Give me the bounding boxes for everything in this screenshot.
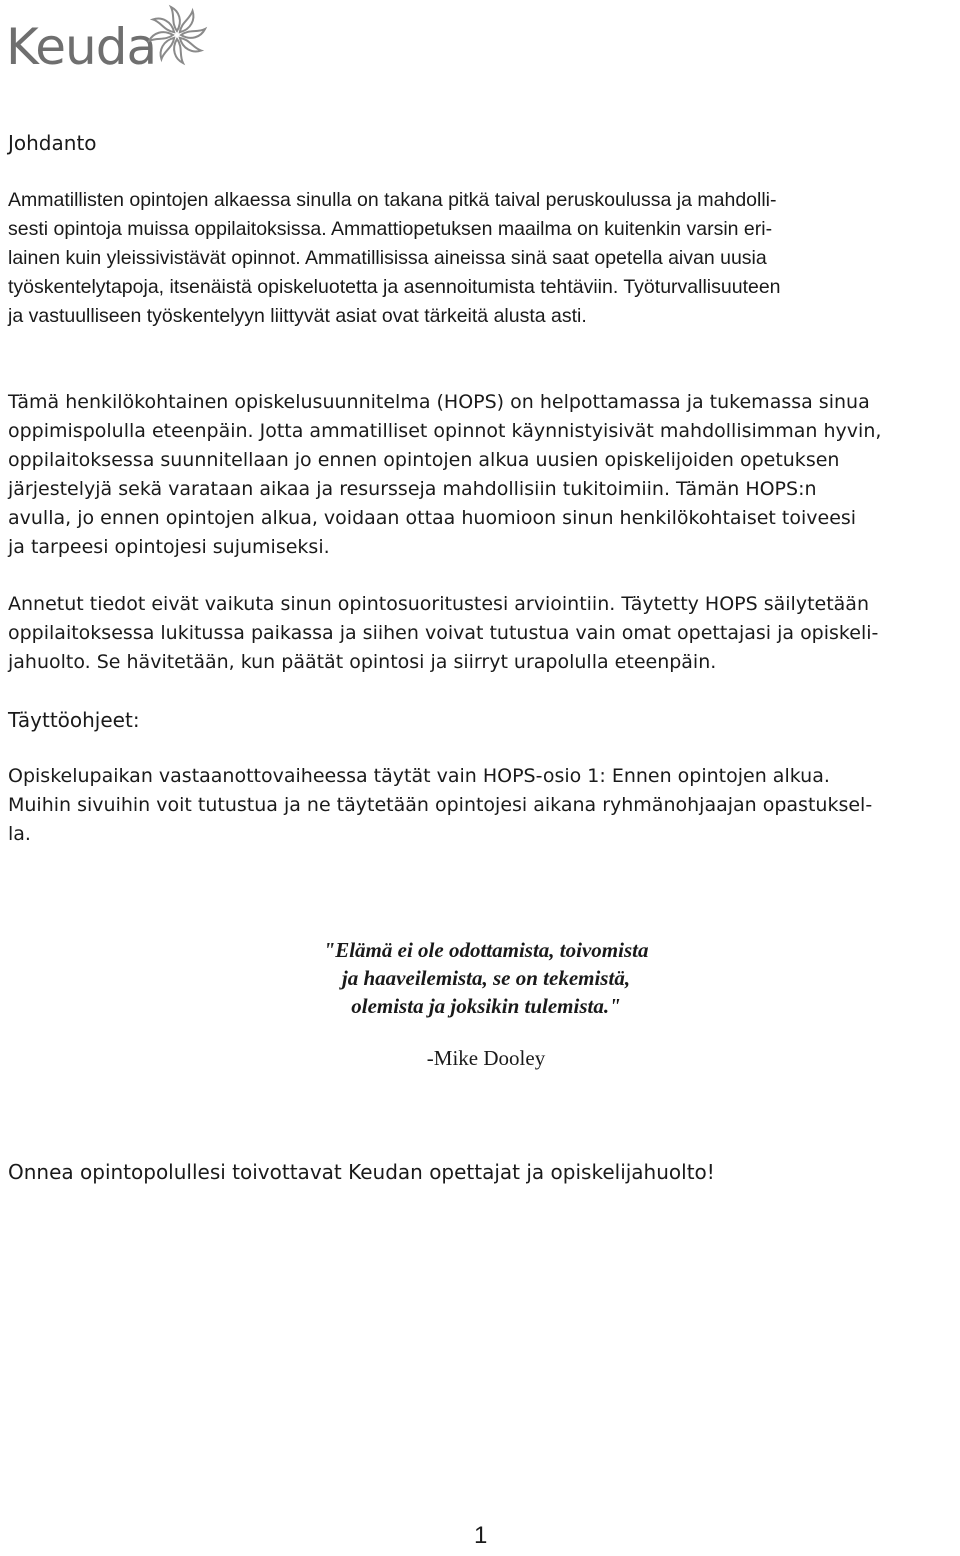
- text-line: oppimispolulla eteenpäin. Jotta ammatilliset opinnot käynnistyisivät mahdollisimman hyvin,: [8, 420, 882, 442]
- quote-author: -Mike Dooley: [426, 1046, 546, 1070]
- intro-paragraph-1: [8, 186, 960, 331]
- text-line: oppilaitoksessa lukitussa paikassa ja siihen voivat tutustua vain omat opettajasi ja opiskeli-: [8, 622, 879, 644]
- closing-text: Onnea opintopolullesi toivottavat Keudan opettajat ja opiskelijahuolto!: [8, 1160, 715, 1184]
- keuda-pinwheel-icon: [146, 4, 208, 66]
- text-line: Tämä henkilökohtainen opiskelusuunnitelma (HOPS) on helpottamassa ja tukemassa sinua: [8, 391, 870, 413]
- text-line: Annetut tiedot eivät vaikuta sinun opintosuoritustesi arviointiin. Täytetty HOPS säilytetään: [8, 593, 869, 615]
- text-line: avulla, jo ennen opintojen alkua, voidaan ottaa huomioon sinun henkilökohtaiset toiveesi: [8, 507, 857, 529]
- quote-text: [0, 936, 960, 1020]
- text-line: sesti opintoja muissa oppilaitoksissa. Ammattiopetuksen maailma on kuitenkin varsin eri-: [8, 218, 773, 240]
- text-line: Ammatillisten opintojen alkaessa sinulla on takana pitkä taival peruskoulussa ja mahdolli-: [8, 189, 777, 211]
- text-line: Muihin sivuihin voit tutustua ja ne täytetään opintojesi aikana ryhmänohjaajan opastuksel-: [8, 794, 873, 816]
- intro-paragraph-2: [8, 388, 960, 562]
- text-line: la.: [8, 823, 31, 845]
- text-line: ja tarpeesi opintojesi sujumiseksi.: [8, 536, 330, 558]
- text-line: jahuolto. Se hävitetään, kun päätät opintosi ja siirryt urapolulla eteenpäin.: [8, 651, 717, 673]
- instructions-paragraph: [8, 762, 960, 849]
- text-line: ja vastuulliseen työskentelyyn liittyvät asiat ovat tärkeitä alusta asti.: [8, 305, 587, 327]
- text-line: työskentelytapoja, itsenäistä opiskeluotetta ja asennoitumista tehtäviin. Työturvallisuuteen: [8, 276, 781, 298]
- text-line: järjestelyjä sekä varataan aikaa ja resursseja mahdollisiin tukitoimiin. Tämän HOPS:n: [8, 478, 817, 500]
- page-number: 1: [474, 1522, 488, 1549]
- section-heading-instructions: Täyttöohjeet:: [8, 708, 140, 732]
- quote-line: olemista ja joksikin tulemista.": [351, 994, 621, 1018]
- text-line: lainen kuin yleissivistävät opinnot. Ammatillisissa aineissa sinä saat opetella aivan uusia: [8, 247, 767, 269]
- intro-paragraph-3: [8, 590, 960, 677]
- logo-wordmark: Keuda: [6, 18, 157, 76]
- text-line: oppilaitoksessa suunnitellaan jo ennen opintojen alkua uusien opiskelijoiden opetuksen: [8, 449, 840, 471]
- quote-line: "Elämä ei ole odottamista, toivomista: [323, 938, 649, 962]
- keuda-logo: [6, 4, 206, 78]
- text-line: Opiskelupaikan vastaanottovaiheessa täytät vain HOPS-osio 1: Ennen opintojen alkua.: [8, 765, 830, 787]
- section-heading-intro: Johdanto: [8, 131, 97, 155]
- quote-line: ja haaveilemista, se on tekemistä,: [341, 966, 631, 990]
